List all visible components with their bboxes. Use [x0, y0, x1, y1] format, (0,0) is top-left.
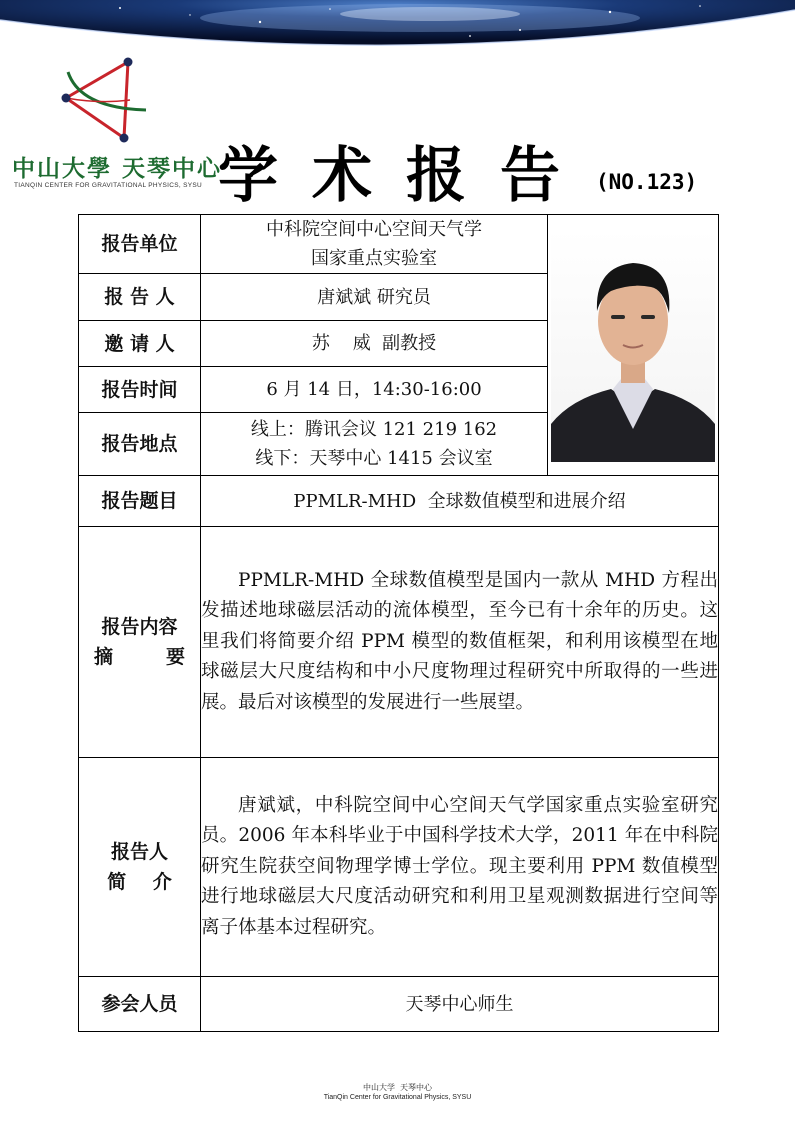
value-unit [201, 215, 548, 274]
row-attendees [79, 977, 719, 1032]
label-time: 报告时间 [79, 367, 201, 413]
label-bio [79, 758, 201, 977]
value-speaker: 唐斌斌 研究员 [201, 274, 548, 321]
label-speaker: 报 告 人 [79, 274, 201, 321]
label-bio-line2: 简 介 [107, 871, 172, 893]
value-topic: PPMLR-MHD 全球数值模型和进展介绍 [201, 476, 719, 527]
starfield-banner-image [0, 0, 795, 62]
value-place [201, 413, 548, 476]
header-banner [0, 0, 795, 62]
value-attendees: 天琴中心师生 [201, 977, 719, 1032]
footer-chinese: 中山大学 天琴中心 [362, 1083, 433, 1092]
row-unit [79, 215, 719, 274]
label-abstract-line1: 报告内容 [101, 616, 178, 638]
value-time: 6 月 14 日，14:30-16:00 [201, 367, 548, 413]
abstract-text: PPMLR-MHD 全球数值模型是国内一款从 MHD 方程出发描述地球磁层活动的流体模型，至今已有十余年的历史。这里我们将简要介绍 PPM 模型的数值框架，和利用该模型在地球磁层大尺度结构和中小尺度物理过程研究中所取得的一些进展。最后对该模型的发展进行一些展望。 [201, 527, 719, 758]
logo-english-text: TIANQIN CENTER FOR GRAVITATIONAL PHYSICS, SYSU [14, 182, 202, 189]
row-abstract [79, 527, 719, 758]
value-unit-line1: 中科院空间中心空间天气学 [266, 219, 482, 240]
value-place-offline: 线下：天琴中心 1415 会议室 [255, 448, 493, 469]
bio-text: 唐斌斌，中科院空间中心空间天气学国家重点实验室研究员。2006 年本科毕业于中国科学技术大学，2011 年在中科院研究生院获空间物理学博士学位。现主要利用 PPM 数值模型进行地球磁层大尺度活动研究和利用卫星观测数据进行空间等离子体基本过程研究。 [201, 758, 719, 977]
footer-english: TianQin Center for Gravitational Physics, SYSU [323, 1094, 472, 1101]
speaker-photo [551, 229, 715, 462]
speaker-photo-cell [548, 215, 719, 476]
logo-chinese-text: 中山大學 天琴中心 [12, 155, 223, 182]
label-inviter: 邀 请 人 [79, 321, 201, 367]
page-title: 学术报告 [218, 141, 594, 211]
value-place-online: 线上：腾讯会议 121 219 162 [250, 419, 498, 440]
report-info-table [78, 214, 719, 1032]
label-abstract [79, 527, 201, 758]
triangle-logo-icon [10, 56, 210, 146]
label-topic: 报告题目 [79, 476, 201, 527]
speaker-portrait-image [551, 229, 715, 462]
label-attendees: 参会人员 [79, 977, 201, 1032]
value-unit-line2: 国家重点实验室 [311, 248, 437, 269]
label-unit: 报告单位 [79, 215, 201, 274]
label-bio-line1: 报告人 [110, 841, 168, 863]
issue-number: (NO.123) [596, 170, 698, 194]
row-bio [79, 758, 719, 977]
row-topic [79, 476, 719, 527]
label-abstract-line2: 摘 要 [94, 646, 185, 668]
value-inviter: 苏 威 副教授 [201, 321, 548, 367]
label-place: 报告地点 [79, 413, 201, 476]
